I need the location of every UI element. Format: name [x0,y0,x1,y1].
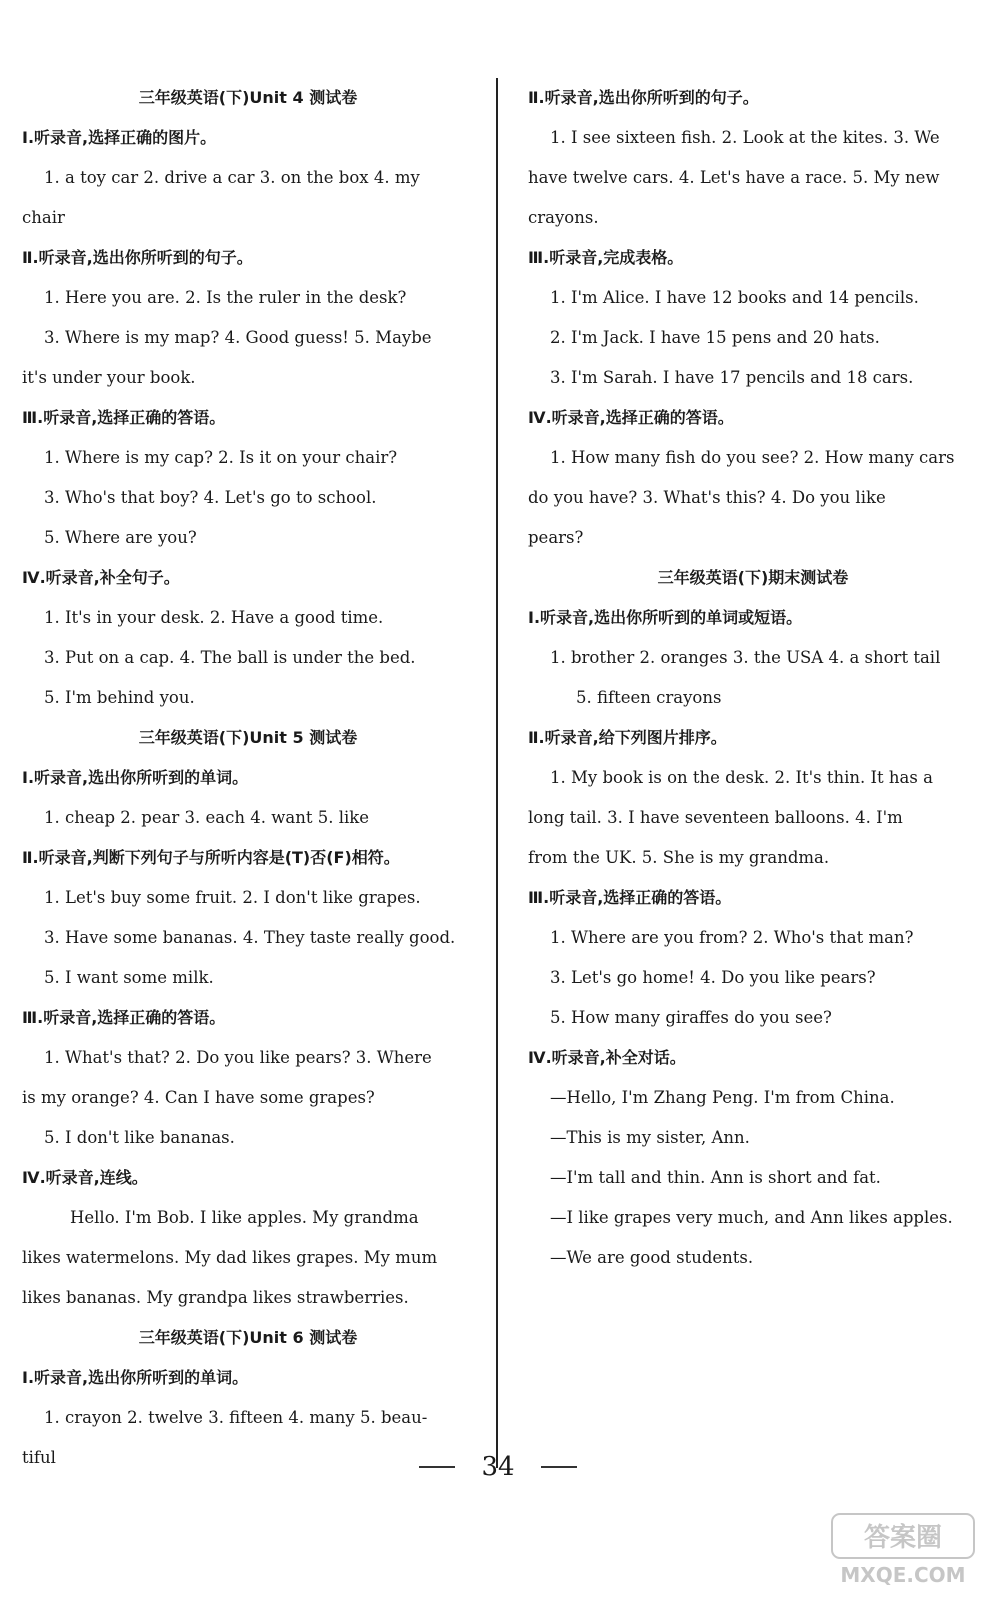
answer-continuation: likes bananas. My grandpa likes strawberries. [22,1288,409,1307]
question-heading: Ⅳ.听录音,补全句子。 [22,568,180,587]
footer-dash-left [419,1466,455,1468]
left-column [22,78,474,1478]
answer-line: —I'm tall and thin. Ann is short and fat. [550,1168,881,1187]
answer-continuation: long tail. 3. I have seventeen balloons. 4. I'm [528,808,903,827]
answer-line: 5. I want some milk. [44,968,214,987]
answer-line: 1. Where is my cap? 2. Is it on your chair? [44,448,398,467]
answer-line: 3. Who's that boy? 4. Let's go to school. [44,488,377,507]
answer-continuation: tiful [22,1448,56,1467]
right-column [528,78,978,1278]
answer-line: 1. Where are you from? 2. Who's that man? [550,928,914,947]
answer-continuation: chair [22,208,65,227]
question-heading: Ⅱ.听录音,选出你所听到的句子。 [22,248,253,267]
watermark-title: 答案圈 [863,1523,943,1553]
answer-line: 2. I'm Jack. I have 15 pens and 20 hats. [550,328,880,347]
answer-line: 1. I'm Alice. I have 12 books and 14 pencils. [550,288,919,307]
question-heading: Ⅳ.听录音,选择正确的答语。 [528,408,734,427]
page-footer [0,1446,996,1487]
answer-continuation: have twelve cars. 4. Let's have a race. 5. My new [528,168,940,187]
answer-line: 5. I don't like bananas. [44,1128,235,1147]
question-heading: Ⅱ.听录音,选出你所听到的句子。 [528,88,759,107]
question-heading: Ⅱ.听录音,判断下列句子与所听内容是(T)否(F)相符。 [22,848,400,867]
section-title: 三年级英语(下)Unit 4 测试卷 [138,88,358,107]
answer-line: 1. I see sixteen fish. 2. Look at the kites. 3. We [550,128,940,147]
question-heading: Ⅳ.听录音,补全对话。 [528,1048,686,1067]
answer-line: 1. brother 2. oranges 3. the USA 4. a short tail [550,648,941,667]
section-title: 三年级英语(下)Unit 5 测试卷 [138,728,358,747]
answer-line: 5. I'm behind you. [44,688,195,707]
answer-line: 1. My book is on the desk. 2. It's thin. It has a [550,768,933,787]
answer-line: 3. Put on a cap. 4. The ball is under the bed. [44,648,416,667]
answer-line: 1. Let's buy some fruit. 2. I don't like grapes. [44,888,421,907]
answer-line: 1. It's in your desk. 2. Have a good time. [44,608,384,627]
answer-line: 1. crayon 2. twelve 3. fifteen 4. many 5. beau- [44,1408,428,1427]
answer-line: —We are good students. [550,1248,754,1267]
answer-line: —Hello, I'm Zhang Peng. I'm from China. [550,1088,895,1107]
question-heading: Ⅲ.听录音,选择正确的答语。 [22,1008,226,1027]
answer-line: 1. a toy car 2. drive a car 3. on the box 4. my [44,168,420,187]
answer-continuation: from the UK. 5. She is my grandma. [528,848,830,867]
question-heading: Ⅳ.听录音,连线。 [22,1168,148,1187]
section-title: 三年级英语(下)期末测试卷 [657,568,849,587]
answer-continuation: is my orange? 4. Can I have some grapes? [22,1088,375,1107]
answer-line: —This is my sister, Ann. [550,1128,750,1147]
answer-line: 1. Here you are. 2. Is the ruler in the desk? [44,288,407,307]
question-heading: Ⅰ.听录音,选出你所听到的单词。 [22,768,249,787]
answer-continuation: pears? [528,528,584,547]
answer-continuation: it's under your book. [22,368,196,387]
answer-continuation: crayons. [528,208,599,227]
watermark-url: MXQE.COM [840,1563,966,1587]
watermark-logo-graphic [828,1510,978,1590]
question-heading: Ⅰ.听录音,选择正确的图片。 [22,128,217,147]
answer-line: —I like grapes very much, and Ann likes apples. [550,1208,953,1227]
answer-line: 5. How many giraffes do you see? [550,1008,832,1027]
question-heading: Ⅲ.听录音,选择正确的答语。 [22,408,226,427]
question-heading: Ⅱ.听录音,给下列图片排序。 [528,728,727,747]
answer-continuation: likes watermelons. My dad likes grapes. My mum [22,1248,438,1267]
section-title: 三年级英语(下)Unit 6 测试卷 [138,1328,358,1347]
answer-line: 5. fifteen crayons [576,688,722,707]
question-heading: Ⅰ.听录音,选出你所听到的单词。 [22,1368,249,1387]
answer-continuation: do you have? 3. What's this? 4. Do you like [528,488,886,507]
answer-paragraph: Hello. I'm Bob. I like apples. My grandma [70,1208,419,1227]
page-number: 34 [481,1452,515,1482]
answer-line: 3. I'm Sarah. I have 17 pencils and 18 cars. [550,368,914,387]
answer-line: 3. Let's go home! 4. Do you like pears? [550,968,876,987]
answer-line: 1. How many fish do you see? 2. How many cars [550,448,955,467]
answer-line: 3. Where is my map? 4. Good guess! 5. Maybe [44,328,432,347]
question-heading: Ⅰ.听录音,选出你所听到的单词或短语。 [528,608,803,627]
answer-line: 1. cheap 2. pear 3. each 4. want 5. like [44,808,370,827]
answer-line: 3. Have some bananas. 4. They taste really good. [44,928,456,947]
answer-line: 5. Where are you? [44,528,197,547]
column-divider [496,78,498,1468]
question-heading: Ⅲ.听录音,完成表格。 [528,248,684,267]
footer-dash-right [541,1466,577,1468]
watermark-logo [828,1510,978,1590]
question-heading: Ⅲ.听录音,选择正确的答语。 [528,888,732,907]
answer-line: 1. What's that? 2. Do you like pears? 3. Where [44,1048,432,1067]
